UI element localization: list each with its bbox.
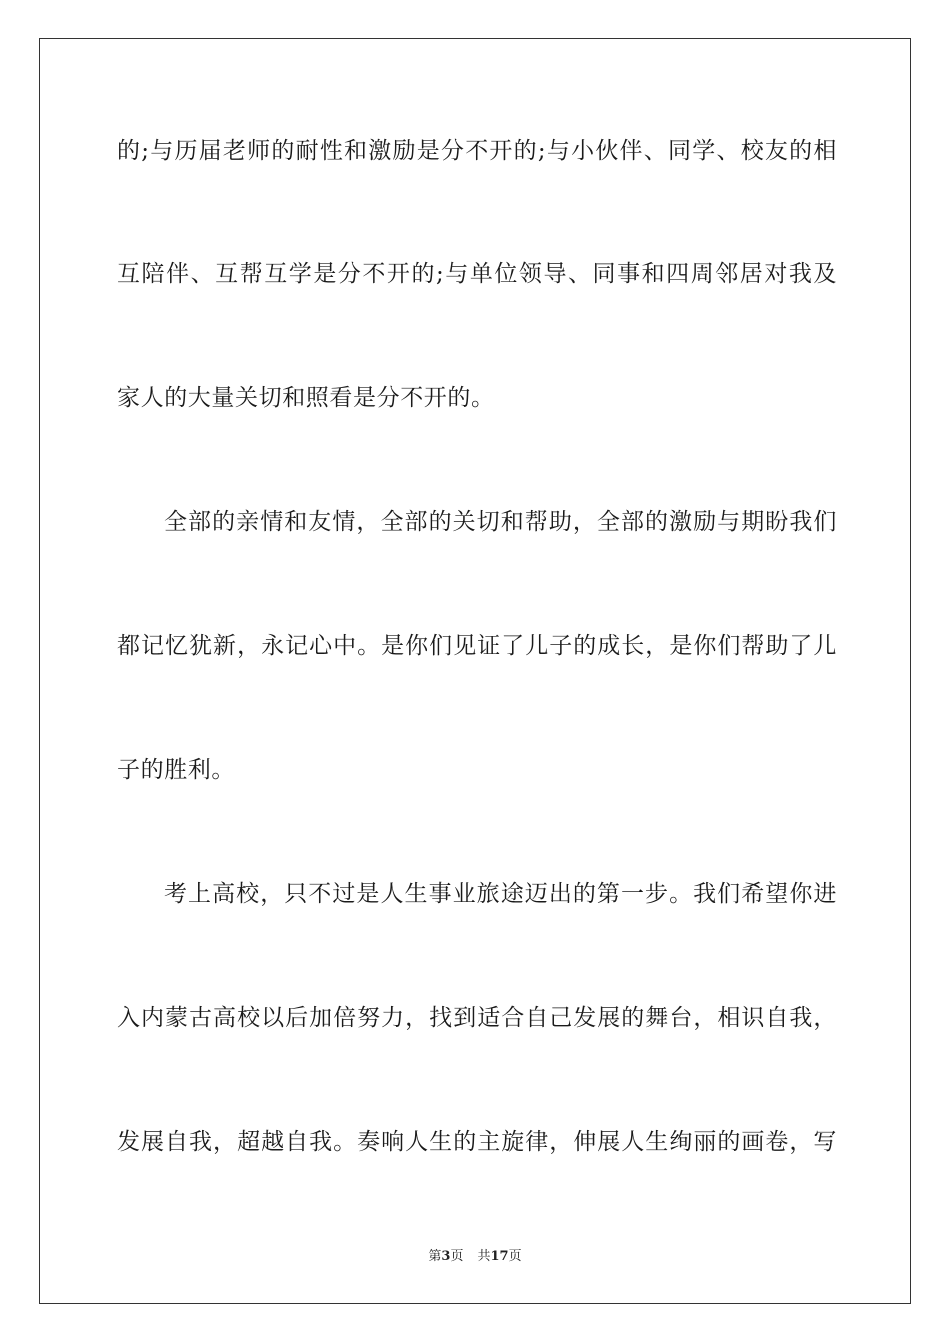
page-border xyxy=(39,38,911,1304)
page-number: 3 xyxy=(441,1249,451,1264)
body-text-line: 的;与历届老师的耐性和激励是分不开的;与小伙伴、同学、校友的相 xyxy=(117,138,837,164)
total-suffix: 页 xyxy=(508,1249,522,1264)
body-text-line: 都记忆犹新，永记心中。是你们见证了儿子的成长，是你们帮助了儿 xyxy=(117,633,837,659)
page-suffix: 页 xyxy=(450,1249,464,1264)
body-text-line: 互陪伴、互帮互学是分不开的;与单位领导、同事和四周邻居对我及 xyxy=(117,261,837,287)
body-text-line: 子的胜利。 xyxy=(117,757,235,783)
paragraph-first-line: 全部的亲情和友情，全部的关切和帮助，全部的激励与期盼我们 xyxy=(164,509,837,535)
page-prefix: 第 xyxy=(428,1249,442,1264)
body-text-line: 发展自我，超越自我。奏响人生的主旋律，伸展人生绚丽的画卷，写 xyxy=(117,1129,837,1155)
total-pages: 17 xyxy=(490,1249,509,1264)
body-text-line: 入内蒙古高校以后加倍努力，找到适合自己发展的舞台，相识自我， xyxy=(117,1005,837,1031)
total-prefix: 共 xyxy=(477,1249,491,1264)
page-footer xyxy=(0,1248,950,1266)
body-text-line: 家人的大量关切和照看是分不开的。 xyxy=(117,385,495,411)
paragraph-first-line: 考上高校，只不过是人生事业旅途迈出的第一步。我们希望你进 xyxy=(164,881,837,907)
